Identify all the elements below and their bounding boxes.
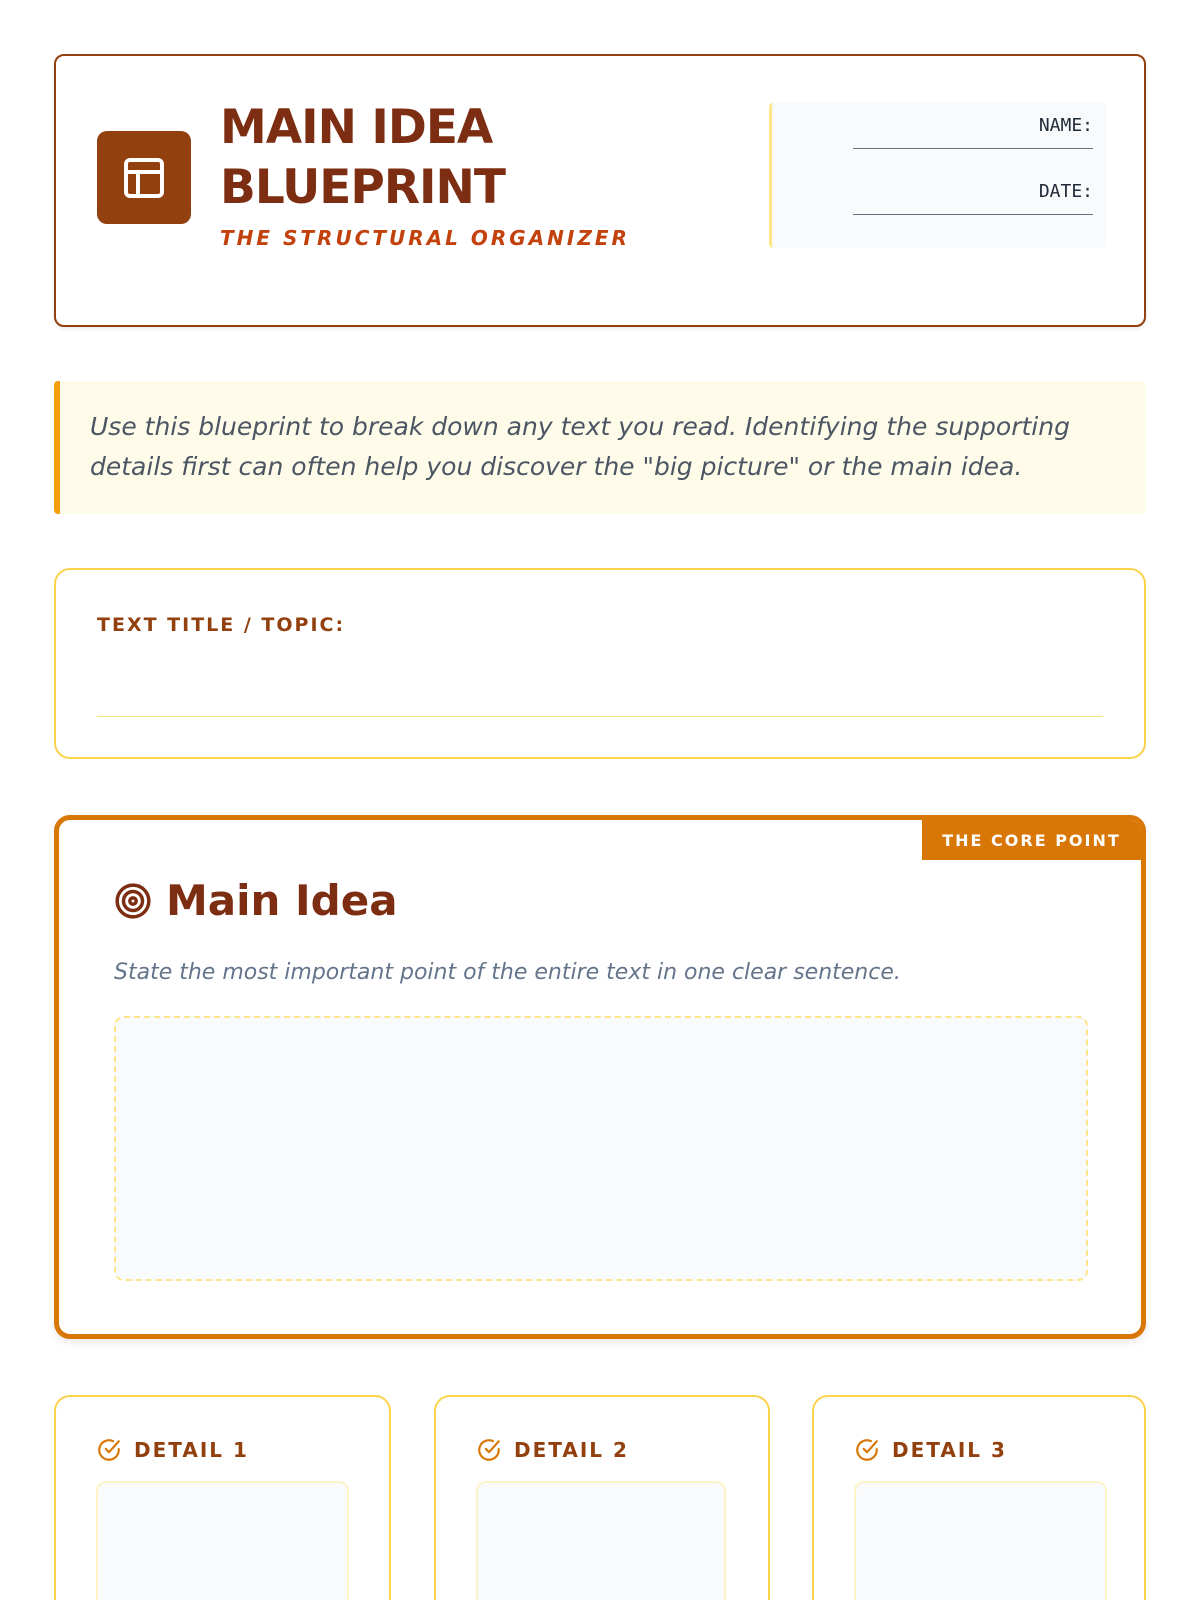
target-icon	[114, 882, 152, 920]
main-idea-card	[54, 815, 1146, 1339]
page-title: MAIN IDEA BLUEPRINT	[220, 100, 505, 215]
main-idea-answer-box[interactable]	[114, 1016, 1088, 1281]
detail-label: DETAIL 1	[134, 1438, 249, 1462]
detail-heading	[476, 1437, 629, 1463]
detail-label: DETAIL 2	[514, 1438, 629, 1462]
detail-label: DETAIL 3	[892, 1438, 1007, 1462]
detail-heading	[854, 1437, 1007, 1463]
detail-answer-box[interactable]	[854, 1481, 1107, 1600]
name-field[interactable]	[853, 115, 1093, 149]
student-info-box	[769, 103, 1107, 248]
detail-heading	[96, 1437, 249, 1463]
topic-card	[54, 568, 1146, 759]
detail-card-1	[54, 1395, 391, 1600]
intro-callout: Use this blueprint to break down any text you read. Identifying the supporting details first can often help you discover the "big picture" or the main idea.	[54, 381, 1146, 514]
core-point-tag: THE CORE POINT	[922, 820, 1141, 860]
detail-answer-box[interactable]	[96, 1481, 349, 1600]
logo-badge	[97, 131, 191, 224]
topic-input-line[interactable]	[97, 716, 1103, 717]
date-label: DATE:	[1038, 181, 1093, 202]
header-card	[54, 54, 1146, 327]
page-subtitle: THE STRUCTURAL ORGANIZER	[220, 226, 630, 250]
name-line	[853, 148, 1093, 149]
detail-answer-box[interactable]	[476, 1481, 726, 1600]
check-circle-icon	[854, 1437, 880, 1463]
topic-label: TEXT TITLE / TOPIC:	[97, 614, 346, 636]
check-circle-icon	[476, 1437, 502, 1463]
layout-icon	[120, 154, 168, 202]
check-circle-icon	[96, 1437, 122, 1463]
detail-card-2	[434, 1395, 770, 1600]
detail-card-3	[812, 1395, 1146, 1600]
date-line	[853, 214, 1093, 215]
name-label: NAME:	[1038, 115, 1093, 136]
main-idea-title: Main Idea	[166, 876, 398, 925]
main-idea-heading	[114, 876, 398, 925]
date-field[interactable]	[853, 181, 1093, 215]
main-idea-instruction: State the most important point of the entire text in one clear sentence.	[114, 960, 901, 985]
